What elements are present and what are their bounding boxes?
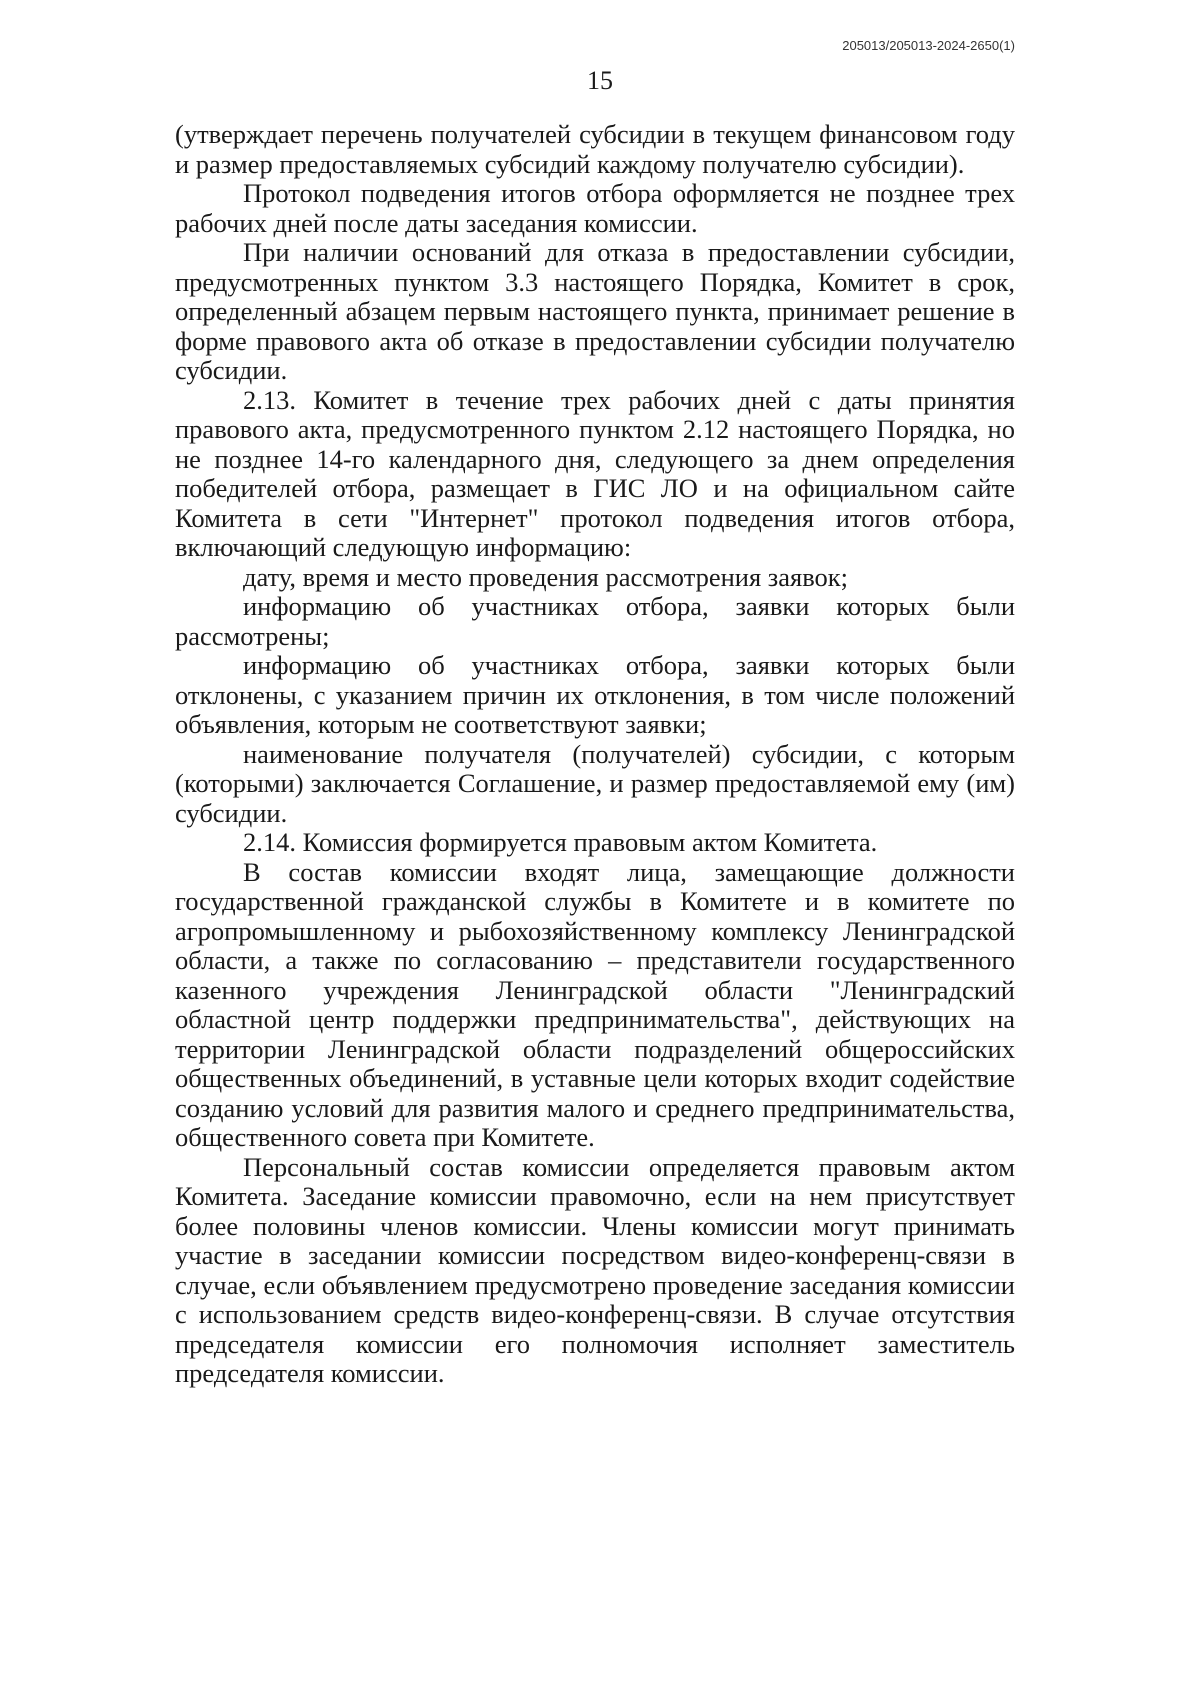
paragraph-2-14: 2.14. Комиссия формируется правовым актом Комитета.: [243, 827, 878, 857]
list-item: дату, время и место проведения рассмотрения заявок;: [243, 561, 849, 592]
list-item: информацию об участниках отбора, заявки которых были рассмотрены;: [175, 591, 1015, 651]
document-body: [175, 120, 1015, 1389]
list-item: информацию об участниках отбора, заявки которых были отклонены, с указанием причин их отклонения, в том числе положений объявления, которым не соответствуют заявки;: [175, 650, 1015, 739]
paragraph: (утверждает перечень получателей субсидии в текущем финансовом году и размер предоставляемых субсидий каждому получателю субсидии).: [175, 119, 1015, 179]
page-number: 15: [587, 66, 613, 95]
paragraph: В состав комиссии входят лица, замещающие должности государственной гражданской службы в Комитете и в комитете по агропромышленному и рыбохозяйственному комплексу Ленинградской области, а также по согласованию – представители государственного казенного учреждения Ленинградской области "Ленинградский областной центр поддержки предпринимательства", действующих на территории Ленинградской области подразделений общероссийских общественных объединений, в уставные цели которых входит содействие созданию условий для развития малого и среднего предпринимательства, общественного совета при Комитете.: [175, 856, 1015, 1152]
paragraph: Персональный состав комиссии определяется правовым актом Комитета. Заседание комиссии правомочно, если на нем присутствует более половины членов комиссии. Члены комиссии могут принимать участие в заседании комиссии посредством видео-конференц-связи в случае, если объявлением предусмотрено проведение заседания комиссии с использованием средств видео-конференц-связи. В случае отсутствия председателя комиссии его полномочия исполняет заместитель председателя комиссии.: [175, 1151, 1015, 1388]
paragraph: При наличии оснований для отказа в предоставлении субсидии, предусмотренных пунктом 3.3 настоящего Порядка, Комитет в срок, определенный абзацем первым настоящего пункта, принимает решение в форме правового акта об отказе в предоставлении субсидии получателю субсидии.: [175, 237, 1015, 385]
list-item: наименование получателя (получателей) субсидии, с которым (которыми) заключается Соглашение, и размер предоставляемой ему (им) субсидии.: [175, 738, 1015, 828]
paragraph-2-13: 2.13. Комитет в течение трех рабочих дней с даты принятия правового акта, предусмотренного пунктом 2.12 настоящего Порядка, но не позднее 14-го календарного дня, следующего за днем определения победителей отбора, размещает в ГИС ЛО и на официальном сайте Комитета в сети "Интернет" протокол подведения итогов отбора, включающий следующую информацию:: [175, 384, 1015, 562]
paragraph: Протокол подведения итогов отбора оформляется не позднее трех рабочих дней после даты заседания комиссии.: [175, 178, 1015, 238]
document-id: 205013/205013-2024-2650(1): [842, 38, 1015, 53]
